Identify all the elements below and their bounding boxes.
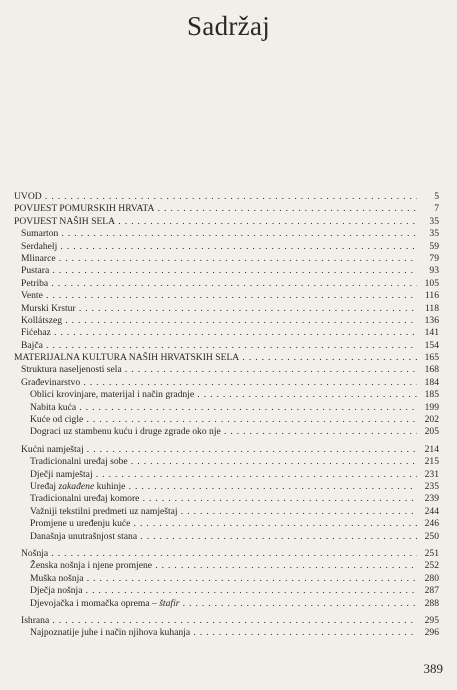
- toc-entry-title-italic: štafir: [159, 597, 180, 609]
- toc-entry: [14, 531, 439, 543]
- toc-entry: [14, 203, 439, 215]
- toc-entry: [14, 389, 439, 401]
- toc-entry: [14, 278, 439, 290]
- toc-entry-title: Kuće od cigle . . .: [14, 414, 417, 426]
- toc-entry-title: Današnja unutrašnjost stana . . .: [14, 531, 417, 543]
- toc-entry-page: 116: [424, 290, 439, 302]
- toc-entry-title: POVIJEST NAŠIH SELA . . .: [14, 216, 417, 228]
- toc-entry: [14, 290, 439, 302]
- toc-entry-title: Serdahelj . . .: [14, 241, 417, 253]
- toc-entry-page: 250: [424, 530, 439, 542]
- toc-entry-page: 93: [429, 265, 439, 277]
- toc-entry: [14, 315, 439, 327]
- toc-entry-page: 165: [424, 352, 439, 364]
- toc-entry-title: Tradicionalni uređaj sobe . . .: [14, 456, 417, 468]
- toc-entry: [14, 456, 439, 468]
- toc-entry: [14, 402, 439, 414]
- toc-entry-title: Muška nošnja . . .: [14, 573, 417, 585]
- toc-entry-title: Dograci uz stambenu kuću i druge zgrade oko nje . . .: [14, 426, 417, 438]
- toc-entry-page: 154: [424, 339, 439, 351]
- toc-entry-page: 105: [424, 277, 439, 289]
- toc-entry-title: Struktura naseljenosti sela . . .: [14, 364, 417, 376]
- toc-entry-title-italic: zakađene: [58, 480, 95, 492]
- toc-entry-page: 141: [424, 327, 439, 339]
- toc-entry-title: Sumarton . . .: [14, 228, 417, 240]
- toc-entry: [14, 506, 439, 518]
- toc-entry-page: 244: [424, 505, 439, 517]
- toc-entry: [14, 627, 439, 639]
- toc-entry-title: Ženska nošnja i njene promjene . . .: [14, 560, 417, 572]
- toc-entry-title: Važniji tekstilni predmeti uz namještaj . . .: [14, 506, 417, 518]
- toc-entry-title: Dječji namještaj . . .: [14, 469, 417, 481]
- toc-entry-page: 215: [424, 456, 439, 468]
- toc-entry-title: Vente . . .: [14, 290, 417, 302]
- toc-entry-page: 251: [424, 547, 439, 559]
- toc-entry-page: 184: [424, 376, 439, 388]
- toc-entry-title: Dječja nošnja . . .: [14, 585, 417, 597]
- toc-entry: [14, 303, 439, 315]
- toc-entry-page: 185: [424, 389, 439, 401]
- toc-entry-title: MATERIJALNA KULTURA NAŠIH HRVATSKIH SELA . . .: [14, 352, 417, 364]
- toc-entry-title: Oblici krovinjare, materijal i način gradnje . . .: [14, 389, 417, 401]
- toc-entry-page: 5: [434, 191, 439, 202]
- toc-entry: [14, 548, 439, 560]
- toc-entry-page: 295: [424, 614, 439, 626]
- toc-entry-page: 252: [424, 560, 439, 572]
- toc-entry-title: Kućni namještaj . . .: [14, 444, 417, 456]
- toc-entry-page: 214: [424, 443, 439, 455]
- toc-entry-page: 231: [424, 468, 439, 480]
- toc-entry: [14, 444, 439, 456]
- toc-entry-title: Murski Krstur . . .: [14, 303, 417, 315]
- toc-entry-title: Najpoznatije juhe i način njihova kuhanja . . .: [14, 627, 417, 639]
- toc-entry-title-part: kuhinje: [94, 480, 126, 492]
- toc-entry-page: 199: [424, 401, 439, 413]
- toc-entry: [14, 414, 439, 426]
- toc-entry-title-part: Uređaj: [30, 480, 59, 492]
- toc-entry-page: 296: [424, 627, 439, 639]
- toc-entry-page: 287: [424, 585, 439, 597]
- toc-entry-title: Pustara . . .: [14, 265, 417, 277]
- toc-entry-page: 79: [429, 252, 439, 264]
- page-number: 389: [423, 661, 443, 676]
- toc-entry-title: Ishrana . . .: [14, 615, 417, 627]
- toc-entry-title: Fićehaz . . .: [14, 327, 417, 339]
- toc-entry: [14, 481, 439, 493]
- toc-entry-title: [14, 481, 417, 493]
- toc-entry: [14, 327, 439, 339]
- toc-entry: [14, 426, 439, 438]
- toc-entry-title: POVIJEST POMURSKIH HRVATA . . .: [14, 203, 417, 215]
- toc-entry: [14, 216, 439, 228]
- toc-entry: [14, 598, 439, 610]
- toc-entry: [14, 585, 439, 597]
- table-of-contents: [14, 191, 439, 640]
- toc-entry-page: 59: [429, 240, 439, 252]
- toc-entry: [14, 377, 439, 389]
- toc-entry: [14, 191, 439, 203]
- toc-entry-title: [14, 598, 417, 610]
- toc-entry-title: UVOD . . .: [14, 191, 417, 203]
- toc-entry-title: Građevinarstvo . . .: [14, 377, 417, 389]
- toc-entry: [14, 573, 439, 585]
- toc-entry: [14, 340, 439, 352]
- toc-entry-title: Nabita kuća . . .: [14, 402, 417, 414]
- toc-entry-page: 235: [424, 480, 439, 492]
- toc-entry-page: 288: [424, 597, 439, 609]
- toc-entry: [14, 518, 439, 530]
- toc-entry-title: Mlinarce . . .: [14, 253, 417, 265]
- toc-entry-title: Petriba . . .: [14, 278, 417, 290]
- toc-entry-title: Tradicionalni uređaj komore . . .: [14, 493, 417, 505]
- toc-entry: [14, 493, 439, 505]
- toc-entry: [14, 469, 439, 481]
- toc-entry-page: 7: [434, 203, 439, 215]
- toc-entry-title: Nošnja . . .: [14, 548, 417, 560]
- toc-entry-page: 35: [429, 228, 439, 240]
- toc-entry: [14, 615, 439, 627]
- toc-entry: [14, 228, 439, 240]
- toc-entry-page: 168: [424, 364, 439, 376]
- toc-entry-title: Bajča . . .: [14, 340, 417, 352]
- toc-entry-page: 118: [424, 302, 439, 314]
- toc-entry-page: 205: [424, 426, 439, 438]
- toc-entry: [14, 241, 439, 253]
- toc-entry-page: 136: [424, 314, 439, 326]
- toc-entry-page: 35: [429, 215, 439, 227]
- toc-entry-page: 246: [424, 518, 439, 530]
- toc-entry-page: 239: [424, 493, 439, 505]
- toc-entry: [14, 352, 439, 364]
- page-title: Sadržaj: [186, 11, 271, 41]
- toc-entry: [14, 560, 439, 572]
- toc-entry-page: 202: [424, 414, 439, 426]
- toc-entry-title-part: Djevojačka i momačka oprema –: [30, 597, 160, 609]
- toc-entry: [14, 265, 439, 277]
- toc-entry: [14, 364, 439, 376]
- toc-entry-page: 280: [424, 572, 439, 584]
- toc-entry: [14, 253, 439, 265]
- toc-entry-title: Kollátszeg . . .: [14, 315, 417, 327]
- toc-entry-title: Promjene u uređenju kuće . . .: [14, 518, 417, 530]
